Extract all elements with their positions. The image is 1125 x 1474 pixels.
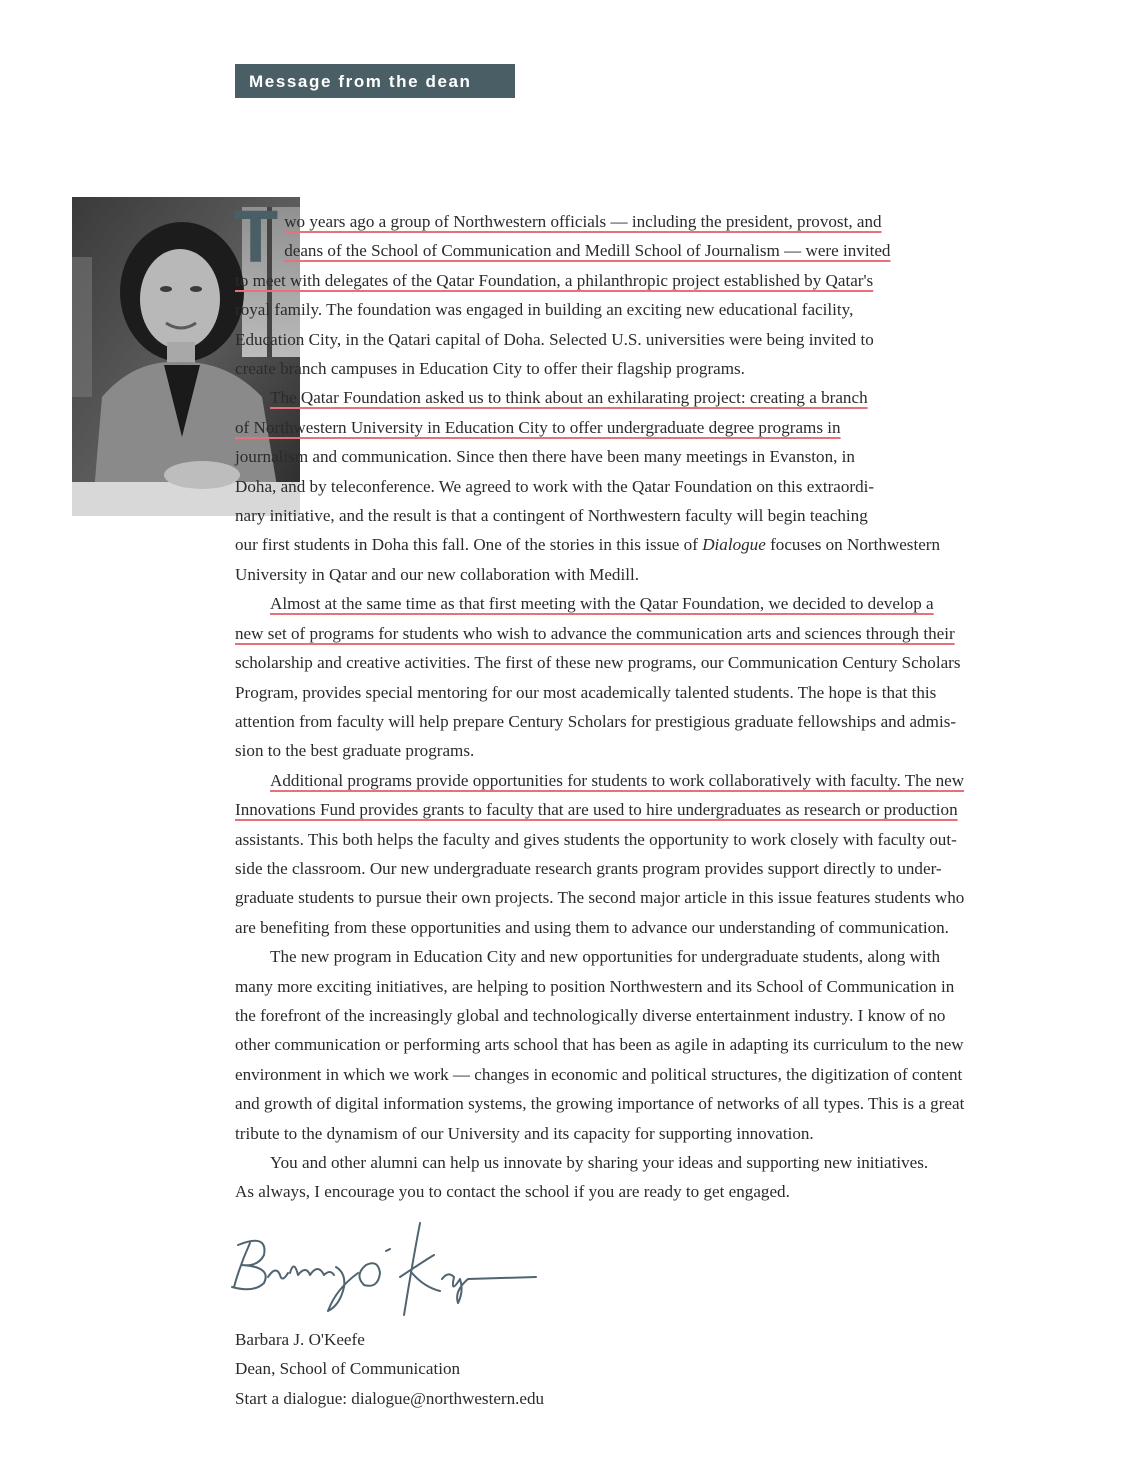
text-line: many more exciting initiatives, are helping to position Northwestern and its School of Communication in: [235, 976, 955, 996]
text-line: [235, 766, 1050, 795]
paragraph-1: [233, 195, 1050, 383]
text-line: assistants. This both helps the faculty and gives students the opportunity to work closely with faculty out-: [235, 829, 957, 849]
text-line: Doha, and by teleconference. We agreed to work with the Qatar Foundation on this extraordi-: [235, 476, 875, 496]
text-line: other communication or performing arts school that has been as agile in adapting its curriculum to the new: [235, 1035, 964, 1055]
text-line: and growth of digital information systems, the growing importance of networks of all types. This is a great: [235, 1094, 965, 1114]
text-line-segment: Additional programs provide opportunities for students to work collaboratively with faculty. The new: [270, 770, 965, 790]
paragraph-4: [235, 766, 1050, 942]
text-line-segment: The new program in Education City and new opportunities for undergraduate students, along with: [270, 947, 940, 967]
text-line: Innovations Fund provides grants to faculty that are used to hire undergraduates as research or production: [235, 800, 958, 820]
paragraph-3: [235, 589, 1050, 765]
text-line: of Northwestern University in Education City to offer undergraduate degree programs in: [235, 417, 841, 437]
text-line: graduate students to pursue their own projects. The second major article in this issue features students who: [235, 888, 965, 908]
text-line: Education City, in the Qatari capital of Doha. Selected U.S. universities were being invited to: [235, 329, 874, 349]
handwritten-signature: [228, 1215, 548, 1325]
text-line: side the classroom. Our new undergraduate research grants program provides support directly to under-: [235, 858, 942, 878]
text-line: [235, 266, 1050, 295]
text-line: royal family. The foundation was engaged in building an exciting new educational facility,: [235, 300, 854, 320]
section-title: Message from the dean: [249, 72, 472, 91]
section-header: [235, 64, 515, 98]
text-line: Program, provides special mentoring for our most academically talented students. The hope is that this: [235, 682, 937, 702]
text-line: [235, 589, 1050, 618]
dean-letter-body: [233, 195, 1050, 1207]
text-line: the forefront of the increasingly global and technologically diverse entertainment industry. I know of no: [235, 1005, 946, 1025]
text-line-segment: You and other alumni can help us innovate by sharing your ideas and supporting new initiatives.: [270, 1153, 929, 1172]
text-line: As always, I encourage you to contact the school if you are ready to get engaged.: [235, 1182, 790, 1202]
text-line: [235, 383, 1050, 412]
signature-block: [235, 1325, 544, 1413]
text-line: journalism and communication. Since then there have been many meetings in Evanston, in: [235, 447, 855, 467]
drop-cap: T: [233, 195, 279, 278]
text-line: sion to the best graduate programs.: [235, 741, 475, 761]
text-line: scholarship and creative activities. The first of these new programs, our Communication Century Scholars: [235, 653, 961, 673]
text-line: [235, 942, 1050, 971]
publication-title: Dialogue: [702, 535, 766, 555]
text-line: new set of programs for students who wish to advance the communication arts and sciences through their: [235, 623, 955, 643]
text-segment: our first students in Doha this fall. One of the stories in this issue of: [235, 535, 703, 555]
text-line: environment in which we work — changes in economic and political structures, the digitization of content: [235, 1064, 963, 1084]
text-line-segment: Almost at the same time as that first meeting with the Qatar Foundation, we decided to develop a: [270, 594, 934, 614]
contact-line: Start a dialogue: dialogue@northwestern.edu: [235, 1388, 545, 1408]
text-line-segment: to meet with delegates of the Qatar Foundation, a philanthropic project established by Qatar's: [235, 270, 874, 290]
text-line: attention from faculty will help prepare Century Scholars for prestigious graduate fellowships and admis-: [235, 711, 957, 731]
text-line: University in Qatar and our new collaboration with Medill.: [235, 564, 639, 584]
paragraph-2: [235, 383, 1050, 530]
paragraph-6: [235, 1148, 1050, 1207]
text-line: [235, 530, 1050, 559]
paragraph-5: [235, 942, 1050, 1148]
paragraph-2-continued: [235, 530, 1050, 589]
text-line: deans of the School of Communication and Medill School of Journalism — were invited: [284, 241, 891, 261]
signer-name: Barbara J. O'Keefe: [235, 1330, 365, 1349]
text-line: wo years ago a group of Northwestern officials — including the president, provost, and: [284, 212, 882, 231]
text-line: nary initiative, and the result is that a contingent of Northwestern faculty will begin teaching: [235, 506, 868, 526]
text-line: [235, 1148, 1050, 1177]
text-line: are benefiting from these opportunities and using them to advance our understanding of communication.: [235, 917, 949, 937]
text-line-segment: The Qatar Foundation asked us to think about an exhilarating project: creating a branch: [270, 388, 868, 408]
text-segment: focuses on Northwestern: [765, 535, 941, 555]
text-line: create branch campuses in Education City to offer their flagship programs.: [235, 359, 745, 379]
signer-title: Dean, School of Communication: [235, 1359, 461, 1379]
text-line: tribute to the dynamism of our University and its capacity for supporting innovation.: [235, 1123, 814, 1143]
